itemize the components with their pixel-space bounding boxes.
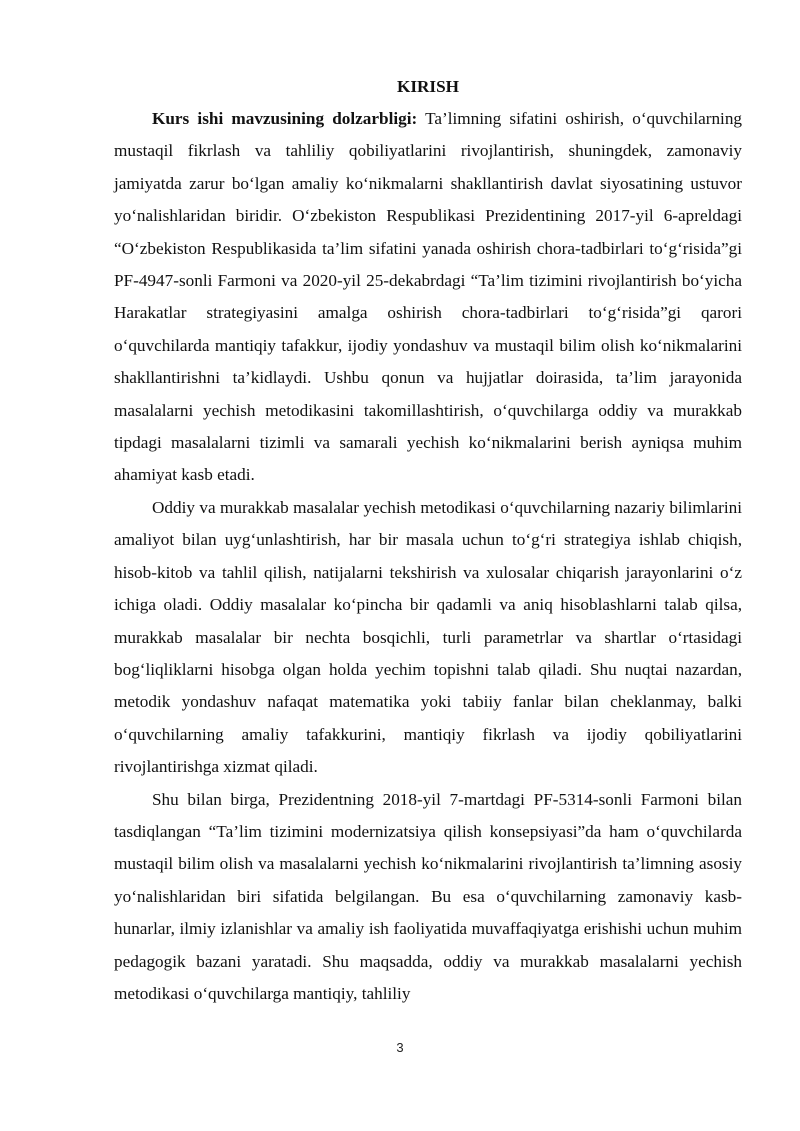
paragraph-lead: Kurs ishi mavzusining dolzarbligi:: [152, 109, 418, 128]
paragraph-3: [114, 784, 742, 1011]
paragraph-2: [114, 492, 742, 784]
paragraph-text: Ta’limning sifatini oshirish, o‘quvchilarning mustaqil fikrlash va tahliliy qobiliyatlarini rivojlantirish, shuningdek, zamonaviy jamiyatda zarur bo‘lgan amaliy ko‘nikmalarni shakllantirish davlat siyosatining ustuvor yo‘nalishlaridan biridir. O‘zbekiston Respublikasi Prezidentining 2017-yil 6-apreldagi “O‘zbekiston Respublikasida ta’lim sifatini yanada oshirish chora-tadbirlari to‘g‘risida”gi PF-4947-sonli Farmoni va 2020-yil 25-dekabrdagi “Ta’lim tizimini rivojlantirish bo‘yicha Harakatlar strategiyasini amalga oshirish chora-tadbirlari to‘g‘risida”gi qarori o‘quvchilarda mantiqiy tafakkur, ijodiy yondashuv va mustaqil bilim olish ko‘nikmalarini shakllantirishni ta’kidlaydi. Ushbu qonun va hujjatlar doirasida, ta’lim jarayonida masalalarni yechish metodikasini takomillashtirish, o‘quvchilarga oddiy va murakkab tipdagi masalalarni tizimli va samarali yechish ko‘nikmalarini berish ayniqsa muhim ahamiyat kasb etadi.: [114, 109, 743, 485]
section-title: KIRISH: [396, 77, 460, 96]
page-number: 3: [396, 1040, 404, 1055]
document-body: [114, 71, 742, 1010]
paragraph-1: [114, 103, 742, 492]
paragraph-text: Oddiy va murakkab masalalar yechish metodikasi o‘quvchilarning nazariy bilimlarini amaliyot bilan uyg‘unlashtirish, har bir masala uchun to‘g‘ri strategiya ishlab chiqish, hisob-kitob va tahlil qilish, natijalarni tekshirish va xulosalar chiqarish jarayonlarini o‘z ichiga oladi. Oddiy masalalar ko‘pincha bir qadamli va aniq hisoblashlarni talab qilsa, murakkab masalalar bir nechta bosqichli, turli parametrlar va shartlar o‘rtasidagi bog‘liqliklarni hisobga olgan holda yechim topishni talab qiladi. Shu nuqtai nazardan, metodik yondashuv nafaqat matematika yoki tabiiy fanlar bilan cheklanmay, balki o‘quvchilarning amaliy tafakkurini, mantiqiy fikrlash va ijodiy qobiliyatlarini rivojlantirishga xizmat qiladi.: [114, 497, 742, 777]
paragraph-text: Shu bilan birga, Prezidentning 2018-yil 7-martdagi PF-5314-sonli Farmoni bilan tasdiqlangan “Ta’lim tizimini modernizatsiya qilish konsepsiyasi”da ham o‘quvchilarda mustaqil bilim olish va masalalarni yechish ko‘nikmalarini rivojlantirish ta’limning asosiy yo‘nalishlaridan biri sifatida belgilangan. Bu esa o‘quvchilarning zamonaviy kasb-hunarlar, ilmiy izlanishlar va amaliy ish faoliyatida muvaffaqiyatga erishishi uchun muhim pedagogik bazani yaratadi. Shu maqsadda, oddiy va murakkab masalalarni yechish metodikasi o‘quvchilarga mantiqiy, tahliliy: [114, 789, 742, 1003]
